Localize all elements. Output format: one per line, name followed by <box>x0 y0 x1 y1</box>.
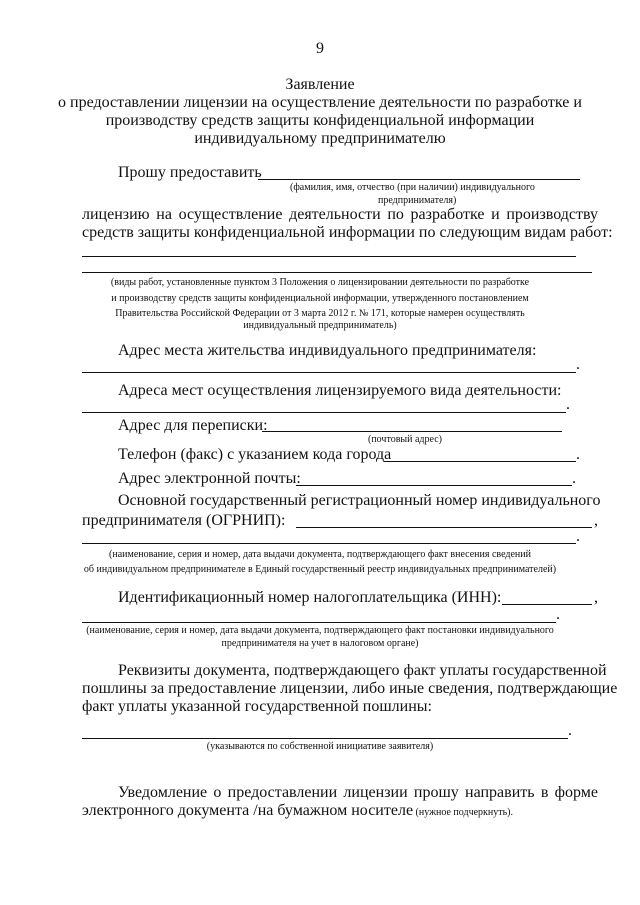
fee-note: (указываются по собственной инициативе заявителя) <box>206 741 434 752</box>
inn-label: Идентификационный номер налогоплательщика (ИНН): <box>118 589 502 606</box>
notice-line-2-hint: (нужное подчеркнуть). <box>413 807 514 818</box>
postal-address-note: (почтовый адрес) <box>368 434 442 445</box>
inn-period: . <box>556 606 560 623</box>
phone-field[interactable] <box>384 461 576 462</box>
ogrnip-note-1: (наименование, серия и номер, дата выдачи документа, подтверждающего факт внесения сведений <box>109 549 531 560</box>
phone-period: . <box>576 446 580 463</box>
work-types-note-3: Правительства Российской Федерации от 3 марта 2012 г. № 171, которые намерен осуществлять <box>115 308 525 319</box>
form-subtitle-line-2: производству средств защиты конфиденциальной информации <box>105 112 535 129</box>
residence-period: . <box>576 356 580 373</box>
ogrnip-line-1: Основной государственный регистрационный номер индивидуального <box>118 492 601 509</box>
ogrnip-period: . <box>576 528 580 545</box>
residence-label: Адрес места жительства индивидуального предпринимателя: <box>118 342 537 359</box>
form-title: Заявление <box>285 76 355 93</box>
fee-line-1: Реквизиты документа, подтверждающего факт уплаты государственной <box>118 662 607 679</box>
page-number: 9 <box>316 40 324 57</box>
work-types-note-2: и производству средств защиты конфиденциальной информации, утвержденного постановлением <box>111 293 529 304</box>
ogrnip-field[interactable] <box>296 527 592 528</box>
notice-line-2 <box>82 802 513 820</box>
form-subtitle-line-1: о предоставлении лицензии на осуществление деятельности по разработке и <box>58 94 582 111</box>
inn-note-2: предпринимателя на учет в налоговом органе) <box>221 638 419 649</box>
work-types-note-1: (виды работ, установленные пунктом 3 Положения о лицензировании деятельности по разработке <box>110 277 530 288</box>
ogrnip-line-2: предпринимателя (ОГРНИП): <box>82 512 286 529</box>
applicant-name-note: (фамилия, имя, отчество (при наличии) индивидуального <box>290 182 535 193</box>
notice-line-1: Уведомление о предоставлении лицензии прошу направить в форме <box>118 784 598 801</box>
phone-label: Телефон (факс) с указанием кода города <box>118 446 392 463</box>
inn-field[interactable] <box>502 604 592 605</box>
license-text-line-1: лицензию на осуществление деятельности по разработке и производству <box>82 206 598 223</box>
work-types-field-2[interactable] <box>82 272 592 273</box>
fee-period: . <box>568 722 572 739</box>
activity-address-period: . <box>566 396 570 413</box>
license-text-line-2: средств защиты конфиденциальной информации по следующим видам работ: <box>82 224 613 241</box>
fee-line-2: пошлины за предоставление лицензии, либо иные сведения, подтверждающие <box>82 680 618 697</box>
activity-address-field[interactable] <box>82 412 566 413</box>
ogrnip-document-field[interactable] <box>82 543 576 544</box>
email-period: . <box>572 470 576 487</box>
form-subtitle-line-3: индивидуальному предпринимателю <box>194 130 446 147</box>
ogrnip-comma: , <box>594 512 598 529</box>
inn-note-1: (наименование, серия и номер, дата выдачи документа, подтверждающего факт постановки индивидуального <box>86 625 554 636</box>
residence-field[interactable] <box>82 372 576 373</box>
postal-address-label: Адрес для переписки: <box>118 417 268 434</box>
work-types-field-1[interactable] <box>82 256 576 257</box>
applicant-name-note-2: предпринимателя) <box>378 195 457 206</box>
applicant-name-field[interactable] <box>258 179 580 180</box>
activity-address-label: Адреса мест осуществления лицензируемого вида деятельности: <box>118 382 562 399</box>
notice-line-2-text: электронного документа /на бумажном носителе <box>82 802 414 819</box>
postal-address-field[interactable] <box>262 431 562 432</box>
fee-line-3: факт уплаты указанной государственной пошлины: <box>82 698 432 715</box>
ogrnip-note-2: об индивидуальном предпринимателе в Единый государственный реестр индивидуальных предпринимателей) <box>83 564 557 575</box>
email-label: Адрес электронной почты: <box>118 470 301 487</box>
inn-document-field[interactable] <box>82 622 556 623</box>
inn-comma: , <box>594 589 598 606</box>
fee-field[interactable] <box>82 738 568 739</box>
request-label: Прошу предоставить <box>118 164 262 181</box>
work-types-note-4: индивидуальный предприниматель) <box>243 320 397 331</box>
email-field[interactable] <box>296 485 572 486</box>
